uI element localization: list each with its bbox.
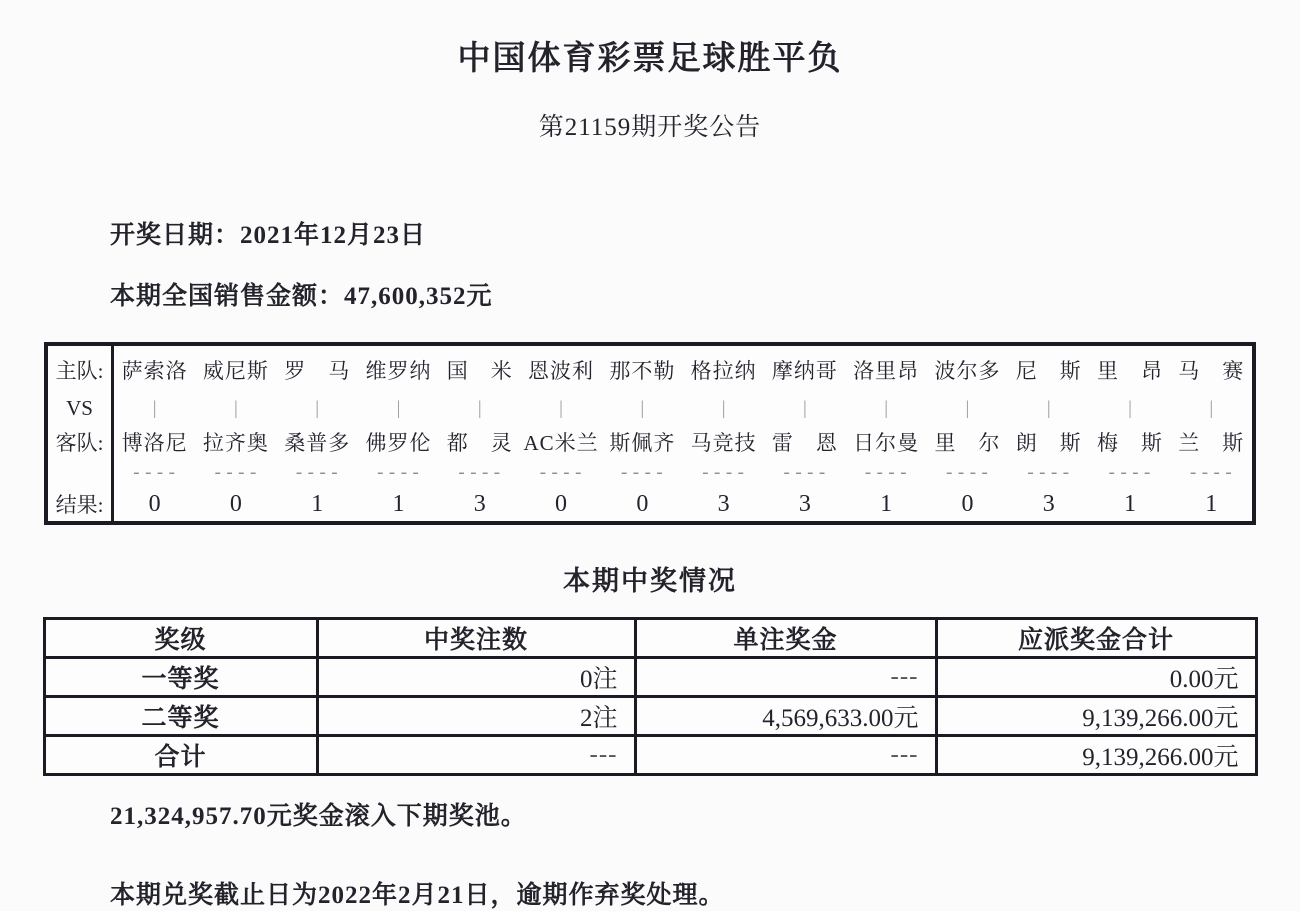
prize-level: 一等奖 [44, 658, 317, 697]
vs-bar-mark: | [884, 397, 889, 419]
away-row-label: 客队: [55, 431, 104, 455]
away-team-name: 桑普多 [284, 431, 351, 455]
vs-bar-mark: | [152, 397, 157, 419]
match-column [277, 346, 358, 521]
page-subtitle: 第21159期开奖公告 [538, 114, 762, 141]
vs-bar-mark: | [559, 397, 563, 419]
away-team-name: 斯佩齐 [609, 431, 676, 455]
vs-bar-mark: | [640, 397, 645, 419]
match-result: 1 [880, 490, 893, 517]
separator-dashes: ---- [212, 463, 260, 484]
match-column [764, 346, 845, 521]
home-team-name: 维罗纳 [365, 358, 432, 383]
vs-bar-mark: | [1209, 397, 1214, 419]
vs-bar-mark: | [721, 397, 726, 419]
separator-dashes: ---- [1106, 463, 1154, 484]
match-results-table [44, 342, 1256, 525]
match-result: 3 [798, 490, 811, 517]
match-result: 0 [636, 490, 649, 517]
match-result: 1 [311, 490, 324, 517]
vs-bar-mark: | [234, 397, 238, 419]
separator-dashes: ---- [293, 463, 341, 484]
winning-bet-count: --- [317, 736, 635, 775]
match-column [927, 346, 1008, 521]
home-team-name: 尼 斯 [1015, 358, 1082, 383]
separator-dashes: ---- [700, 463, 748, 484]
prize-table-header-row [44, 619, 1256, 658]
match-column [1171, 346, 1252, 521]
draw-date-value: 2021年12月23日 [240, 222, 427, 249]
match-column [520, 346, 601, 521]
home-team-name: 罗 马 [284, 358, 351, 383]
table-row-first-prize [44, 658, 1256, 697]
draw-date-line [110, 215, 1300, 251]
separator-dashes: ---- [1025, 463, 1073, 484]
vs-bar-mark: | [1046, 397, 1051, 419]
prize-tier-table [43, 617, 1258, 776]
separator-dashes: ---- [943, 463, 992, 484]
prize-level: 二等奖 [44, 697, 317, 736]
separator-dashes: ---- [537, 463, 585, 484]
home-team-name: 里 昂 [1097, 358, 1164, 383]
sales-amount-label: 本期全国销售金额： [110, 283, 345, 310]
home-team-name: 马 赛 [1178, 358, 1245, 383]
home-team-name: 那不勒 [609, 358, 676, 383]
away-team-name: 都 灵 [446, 431, 513, 455]
table-row-total [44, 736, 1256, 775]
winning-bet-count: 2注 [317, 697, 635, 736]
deadline-note: 本期兑奖截止日为2022年2月21日，逾期作弃奖处理。 [110, 882, 725, 909]
separator-dashes: ---- [1187, 463, 1235, 484]
home-team-name: 威尼斯 [202, 358, 269, 383]
match-result: 0 [961, 490, 974, 517]
separator-dashes: ---- [781, 463, 829, 484]
match-column [114, 346, 195, 521]
match-column [1008, 346, 1089, 521]
away-team-name: 里 尔 [934, 431, 1001, 455]
sales-amount-value: 47,600,352元 [344, 283, 493, 310]
home-team-name: 波尔多 [934, 358, 1001, 383]
total-payout: 9,139,266.00元 [936, 697, 1256, 736]
away-team-name: 朗 斯 [1015, 431, 1082, 455]
match-result: 3 [473, 490, 486, 517]
match-column [439, 346, 520, 521]
home-team-name: 洛里昂 [853, 358, 920, 383]
vs-bar-mark: | [477, 397, 482, 419]
match-result: 1 [1205, 490, 1218, 517]
result-row-label: 结果: [55, 493, 104, 517]
home-row-label: 主队: [55, 358, 104, 383]
table-row-second-prize [44, 697, 1256, 736]
match-result: 0 [148, 490, 161, 517]
match-result: 0 [555, 490, 568, 517]
away-team-name: 博洛尼 [121, 431, 188, 455]
total-payout: 9,139,266.00元 [936, 736, 1256, 775]
home-team-name: 摩纳哥 [771, 358, 838, 383]
match-result: 3 [717, 490, 730, 517]
prize-per-bet: 4,569,633.00元 [635, 697, 936, 736]
separator-dashes: ---- [131, 463, 179, 484]
prize-per-bet: --- [635, 658, 936, 697]
vs-bar-mark: | [315, 397, 320, 419]
vs-bar-mark: | [396, 397, 401, 419]
match-result: 3 [1042, 490, 1055, 517]
away-team-name: 日尔曼 [853, 431, 920, 455]
separator-dashes: ---- [374, 463, 423, 484]
away-team-name: AC米兰 [523, 431, 599, 455]
column-header-prize-per-bet: 单注奖金 [635, 619, 936, 658]
vs-row-label: VS [66, 396, 93, 420]
away-team-name: 雷 恩 [771, 431, 838, 455]
prize-level: 合计 [44, 736, 317, 775]
draw-date-label: 开奖日期： [110, 222, 241, 249]
separator-dashes: ---- [862, 463, 910, 484]
home-team-name: 恩波利 [528, 358, 595, 383]
home-team-name: 格拉纳 [690, 358, 757, 383]
sales-amount-line [110, 276, 1300, 312]
match-column [602, 346, 683, 521]
match-columns [114, 346, 1252, 521]
vs-bar-mark: | [965, 397, 970, 419]
match-result: 1 [1124, 490, 1137, 517]
rollover-note: 21,324,957.70元奖金滚入下期奖池。 [110, 803, 527, 830]
separator-dashes: ---- [456, 463, 504, 484]
home-team-name: 国 米 [446, 358, 513, 383]
winning-bet-count: 0注 [317, 658, 635, 697]
total-payout: 0.00元 [936, 658, 1256, 697]
prize-per-bet: --- [635, 736, 936, 775]
away-team-name: 兰 斯 [1178, 431, 1245, 455]
match-result: 0 [229, 490, 242, 517]
vs-bar-mark: | [1128, 397, 1132, 419]
winning-section-title: 本期中奖情况 [563, 566, 737, 596]
match-column [1089, 346, 1170, 521]
column-header-level: 奖级 [44, 619, 317, 658]
match-column [195, 346, 276, 521]
separator-row-label [48, 460, 111, 487]
away-team-name: 佛罗伦 [365, 431, 432, 455]
page-title: 中国体育彩票足球胜平负 [457, 41, 843, 77]
column-header-count: 中奖注数 [317, 619, 635, 658]
match-table-row-labels [48, 346, 114, 521]
separator-dashes: ---- [618, 463, 666, 484]
away-team-name: 拉齐奥 [202, 431, 269, 455]
column-header-total-payout: 应派奖金合计 [936, 619, 1256, 658]
match-column [683, 346, 764, 521]
match-column [846, 346, 927, 521]
home-team-name: 萨索洛 [121, 358, 188, 383]
match-column [358, 346, 439, 521]
away-team-name: 梅 斯 [1097, 431, 1164, 455]
match-result: 1 [392, 490, 405, 517]
vs-bar-mark: | [802, 397, 807, 419]
away-team-name: 马竞技 [690, 431, 757, 455]
